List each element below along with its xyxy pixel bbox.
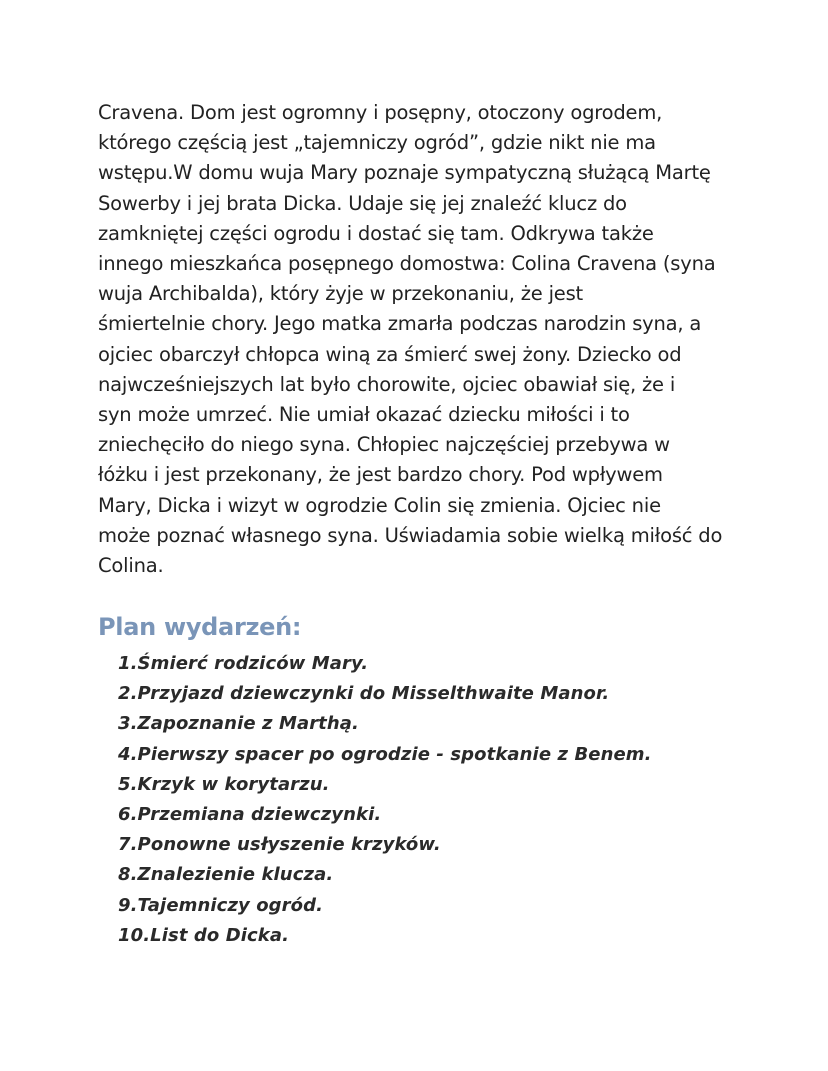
plan-item: 10.List do Dicka. — [118, 924, 290, 946]
paragraph-line: łóżku i jest przekonany, że jest bardzo chory. Pod wpływem — [98, 463, 663, 487]
paragraph-line: Mary, Dicka i wizyt w ogrodzie Colin się zmienia. Ojciec nie — [98, 493, 661, 517]
plan-item: 2.Przyjazd dziewczynki do Misselthwaite Manor. — [118, 683, 610, 705]
paragraph-line: którego częścią jest „tajemniczy ogród”, gdzie nikt nie ma — [98, 131, 656, 155]
plan-item: 6.Przemiana dziewczynki. — [118, 804, 382, 826]
paragraph-line: Cravena. Dom jest ogromny i posępny, otoczony ogrodem, — [98, 101, 663, 124]
plan-item: 7.Ponowne usłyszenie krzyków. — [118, 834, 441, 856]
plan-item: 1.Śmierć rodziców Mary. — [118, 653, 369, 674]
paragraph-line: zniechęciło do niego syna. Chłopiec najczęściej przebywa w — [98, 433, 670, 457]
paragraph-line: ojciec obarczył chłopca winą za śmierć swej żony. Dziecko od — [98, 342, 682, 366]
summary-paragraph — [98, 98, 748, 581]
paragraph-line: Colina. — [98, 554, 164, 578]
plan-item: 4.Pierwszy spacer po ogrodzie - spotkanie z Benem. — [118, 743, 652, 765]
paragraph-line: wuja Archibalda), który żyje w przekonaniu, że jest — [98, 282, 583, 306]
paragraph-line: najwcześniejszych lat było chorowite, ojciec obawiał się, że i — [98, 372, 676, 396]
plan-heading: Plan wydarzeń: — [98, 613, 302, 641]
plan-item: 9.Tajemniczy ogród. — [118, 894, 324, 916]
paragraph-line: wstępu.W domu wuja Mary poznaje sympatyczną służącą Martę — [98, 161, 711, 185]
plan-list — [118, 649, 652, 951]
paragraph-line: Sowerby i jej brata Dicka. Udaje się jej znaleźć klucz do — [98, 191, 627, 215]
plan-item: 3.Zapoznanie z Marthą. — [118, 713, 359, 735]
paragraph-line: śmiertelnie chory. Jego matka zmarła podczas narodzin syna, a — [98, 312, 702, 336]
paragraph-line: może poznać własnego syna. Uświadamia sobie wielką miłość do — [98, 523, 723, 547]
plan-item: 8.Znalezienie klucza. — [118, 864, 334, 886]
paragraph-line: zamkniętej części ogrodu i dostać się tam. Odkrywa także — [98, 221, 654, 245]
paragraph-line: innego mieszkańca posępnego domostwa: Colina Cravena (syna — [98, 252, 716, 276]
paragraph-line: syn może umrzeć. Nie umiał okazać dziecku miłości i to — [98, 403, 630, 427]
plan-item: 5.Krzyk w korytarzu. — [118, 773, 330, 795]
